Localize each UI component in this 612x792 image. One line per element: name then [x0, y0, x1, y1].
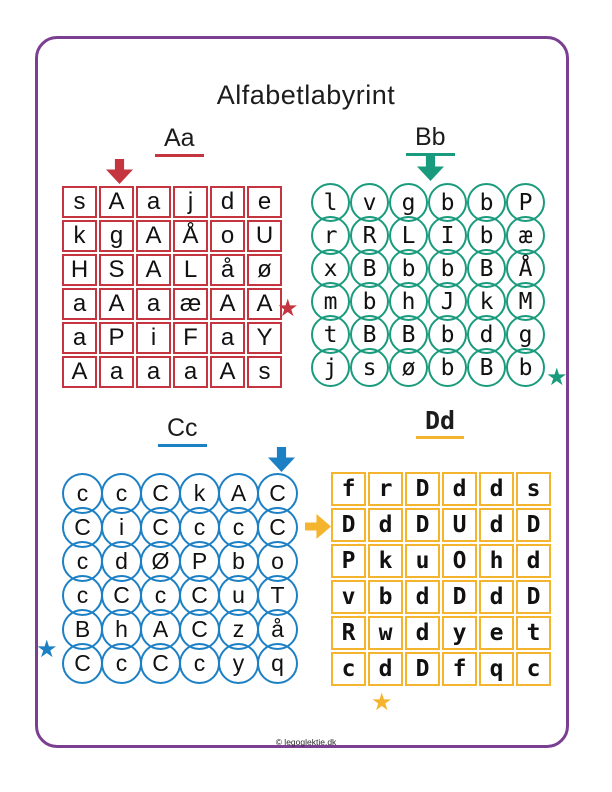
letter-cell: b [428, 315, 467, 354]
letter-cell: b [467, 183, 506, 222]
letter-cell: i [101, 507, 142, 548]
letter-cell: z [218, 609, 259, 650]
letter-cell: q [479, 652, 514, 686]
letter-cell: A [140, 609, 181, 650]
letter-cell: B [389, 315, 428, 354]
letter-cell: L [389, 216, 428, 255]
letter-cell: d [368, 652, 403, 686]
grid-row [62, 288, 282, 320]
letter-cell: o [257, 541, 298, 582]
section-heading-bb: Bb [406, 123, 455, 156]
letter-cell: d [101, 541, 142, 582]
grid-row [331, 580, 551, 614]
grid-row [331, 616, 551, 650]
letter-cell: C [140, 473, 181, 514]
letter-cell: b [428, 249, 467, 288]
letter-cell: æ [173, 288, 208, 320]
letter-cell: c [331, 652, 366, 686]
grid-row [62, 322, 282, 354]
letter-cell: g [99, 220, 134, 252]
grid-row [331, 508, 551, 542]
letter-cell: d [479, 508, 514, 542]
letter-cell: c [179, 643, 220, 684]
letter-cell: s [350, 348, 389, 387]
letter-cell: Y [247, 322, 282, 354]
letter-cell: b [467, 216, 506, 255]
letter-cell: b [368, 580, 403, 614]
letter-cell: a [62, 288, 97, 320]
letter-cell: a [136, 356, 171, 388]
letter-cell: D [405, 472, 440, 506]
grid-row [62, 356, 282, 388]
letter-cell: x [311, 249, 350, 288]
letter-cell: b [350, 282, 389, 321]
grid-row [62, 220, 282, 252]
letter-cell: ø [247, 254, 282, 286]
letter-cell: b [218, 541, 259, 582]
letter-cell: c [62, 575, 103, 616]
letter-cell: k [368, 544, 403, 578]
letter-cell: D [516, 508, 551, 542]
letter-cell: C [257, 507, 298, 548]
letter-cell: c [140, 575, 181, 616]
letter-cell: P [331, 544, 366, 578]
letter-cell: C [101, 575, 142, 616]
letter-cell: Å [506, 249, 545, 288]
letter-cell: v [331, 580, 366, 614]
letter-cell: d [479, 472, 514, 506]
letter-cell: f [442, 652, 477, 686]
letter-cell: c [218, 507, 259, 548]
letter-cell: H [62, 254, 97, 286]
letter-cell: t [311, 315, 350, 354]
letter-cell: y [442, 616, 477, 650]
letter-cell: k [467, 282, 506, 321]
grid-row [311, 348, 545, 387]
letter-cell: C [62, 507, 103, 548]
section-heading-dd: Dd [416, 406, 464, 439]
letter-cell: c [62, 473, 103, 514]
letter-cell: A [247, 288, 282, 320]
letter-cell: O [442, 544, 477, 578]
letter-cell: c [101, 643, 142, 684]
letter-cell: a [173, 356, 208, 388]
letter-cell: T [257, 575, 298, 616]
letter-cell: q [257, 643, 298, 684]
letter-cell: Å [173, 220, 208, 252]
goal-star-icon-bb: ★ [546, 364, 568, 391]
copyright-credit: © legoglektie.dk [275, 737, 337, 747]
letter-cell: C [179, 609, 220, 650]
letter-cell: d [467, 315, 506, 354]
letter-cell: æ [506, 216, 545, 255]
letter-cell: S [99, 254, 134, 286]
letter-cell: c [516, 652, 551, 686]
section-heading-aa: Aa [155, 124, 204, 157]
letter-cell: e [247, 186, 282, 218]
letter-cell: A [99, 288, 134, 320]
letter-cell: b [428, 348, 467, 387]
letter-cell: B [467, 249, 506, 288]
letter-cell: C [140, 507, 181, 548]
letter-cell: e [479, 616, 514, 650]
letter-cell: C [179, 575, 220, 616]
section-heading-cc: Cc [158, 414, 207, 447]
letter-cell: b [506, 348, 545, 387]
letter-cell: g [506, 315, 545, 354]
grid-row [62, 254, 282, 286]
letter-grid-cc [62, 473, 296, 684]
letter-cell: v [350, 183, 389, 222]
letter-cell: s [516, 472, 551, 506]
letter-cell: J [428, 282, 467, 321]
letter-cell: r [311, 216, 350, 255]
letter-cell: A [99, 186, 134, 218]
grid-row [331, 652, 551, 686]
letter-cell: w [368, 616, 403, 650]
letter-cell: I [428, 216, 467, 255]
letter-cell: P [99, 322, 134, 354]
grid-row [331, 544, 551, 578]
grid-row [62, 643, 296, 684]
letter-cell: t [516, 616, 551, 650]
letter-cell: A [210, 288, 245, 320]
letter-cell: U [247, 220, 282, 252]
letter-cell: g [389, 183, 428, 222]
letter-cell: c [179, 507, 220, 548]
letter-grid-bb [311, 183, 545, 387]
letter-cell: m [311, 282, 350, 321]
letter-cell: U [442, 508, 477, 542]
letter-cell: a [210, 322, 245, 354]
goal-star-icon-cc: ★ [36, 636, 58, 663]
letter-cell: i [136, 322, 171, 354]
letter-cell: y [218, 643, 259, 684]
letter-cell: j [311, 348, 350, 387]
letter-cell: B [467, 348, 506, 387]
letter-cell: h [389, 282, 428, 321]
letter-cell: A [136, 254, 171, 286]
letter-cell: a [136, 288, 171, 320]
letter-grid-dd [331, 472, 551, 686]
letter-cell: B [350, 315, 389, 354]
letter-cell: C [140, 643, 181, 684]
letter-cell: s [247, 356, 282, 388]
letter-cell: c [101, 473, 142, 514]
letter-cell: d [516, 544, 551, 578]
letter-cell: f [331, 472, 366, 506]
letter-cell: å [257, 609, 298, 650]
goal-star-icon-dd: ★ [371, 689, 393, 716]
letter-cell: C [62, 643, 103, 684]
letter-cell: ø [389, 348, 428, 387]
letter-cell: L [173, 254, 208, 286]
letter-cell: D [405, 508, 440, 542]
letter-cell: b [389, 249, 428, 288]
letter-cell: c [62, 541, 103, 582]
letter-cell: b [428, 183, 467, 222]
letter-cell: A [136, 220, 171, 252]
letter-cell: D [405, 652, 440, 686]
letter-cell: Ø [140, 541, 181, 582]
letter-cell: M [506, 282, 545, 321]
letter-cell: k [62, 220, 97, 252]
letter-cell: d [210, 186, 245, 218]
letter-cell: d [479, 580, 514, 614]
letter-cell: a [62, 322, 97, 354]
letter-cell: P [179, 541, 220, 582]
letter-cell: B [62, 609, 103, 650]
letter-cell: d [368, 508, 403, 542]
letter-cell: å [210, 254, 245, 286]
letter-cell: h [101, 609, 142, 650]
letter-cell: a [99, 356, 134, 388]
letter-cell: B [350, 249, 389, 288]
letter-cell: D [331, 508, 366, 542]
letter-cell: F [173, 322, 208, 354]
letter-cell: a [136, 186, 171, 218]
letter-cell: d [442, 472, 477, 506]
letter-cell: o [210, 220, 245, 252]
letter-cell: R [331, 616, 366, 650]
letter-grid-aa [62, 186, 282, 388]
letter-cell: A [218, 473, 259, 514]
letter-cell: D [442, 580, 477, 614]
letter-cell: A [210, 356, 245, 388]
letter-cell: k [179, 473, 220, 514]
letter-cell: h [479, 544, 514, 578]
letter-cell: s [62, 186, 97, 218]
grid-row [331, 472, 551, 506]
letter-cell: A [62, 356, 97, 388]
letter-cell: d [405, 580, 440, 614]
letter-cell: u [405, 544, 440, 578]
letter-cell: u [218, 575, 259, 616]
goal-star-icon-aa: ★ [277, 295, 299, 322]
page-title: Alfabetlabyrint [216, 80, 396, 110]
letter-cell: r [368, 472, 403, 506]
letter-cell: d [405, 616, 440, 650]
letter-cell: j [173, 186, 208, 218]
letter-cell: D [516, 580, 551, 614]
grid-row [62, 186, 282, 218]
letter-cell: l [311, 183, 350, 222]
letter-cell: P [506, 183, 545, 222]
letter-cell: C [257, 473, 298, 514]
letter-cell: R [350, 216, 389, 255]
